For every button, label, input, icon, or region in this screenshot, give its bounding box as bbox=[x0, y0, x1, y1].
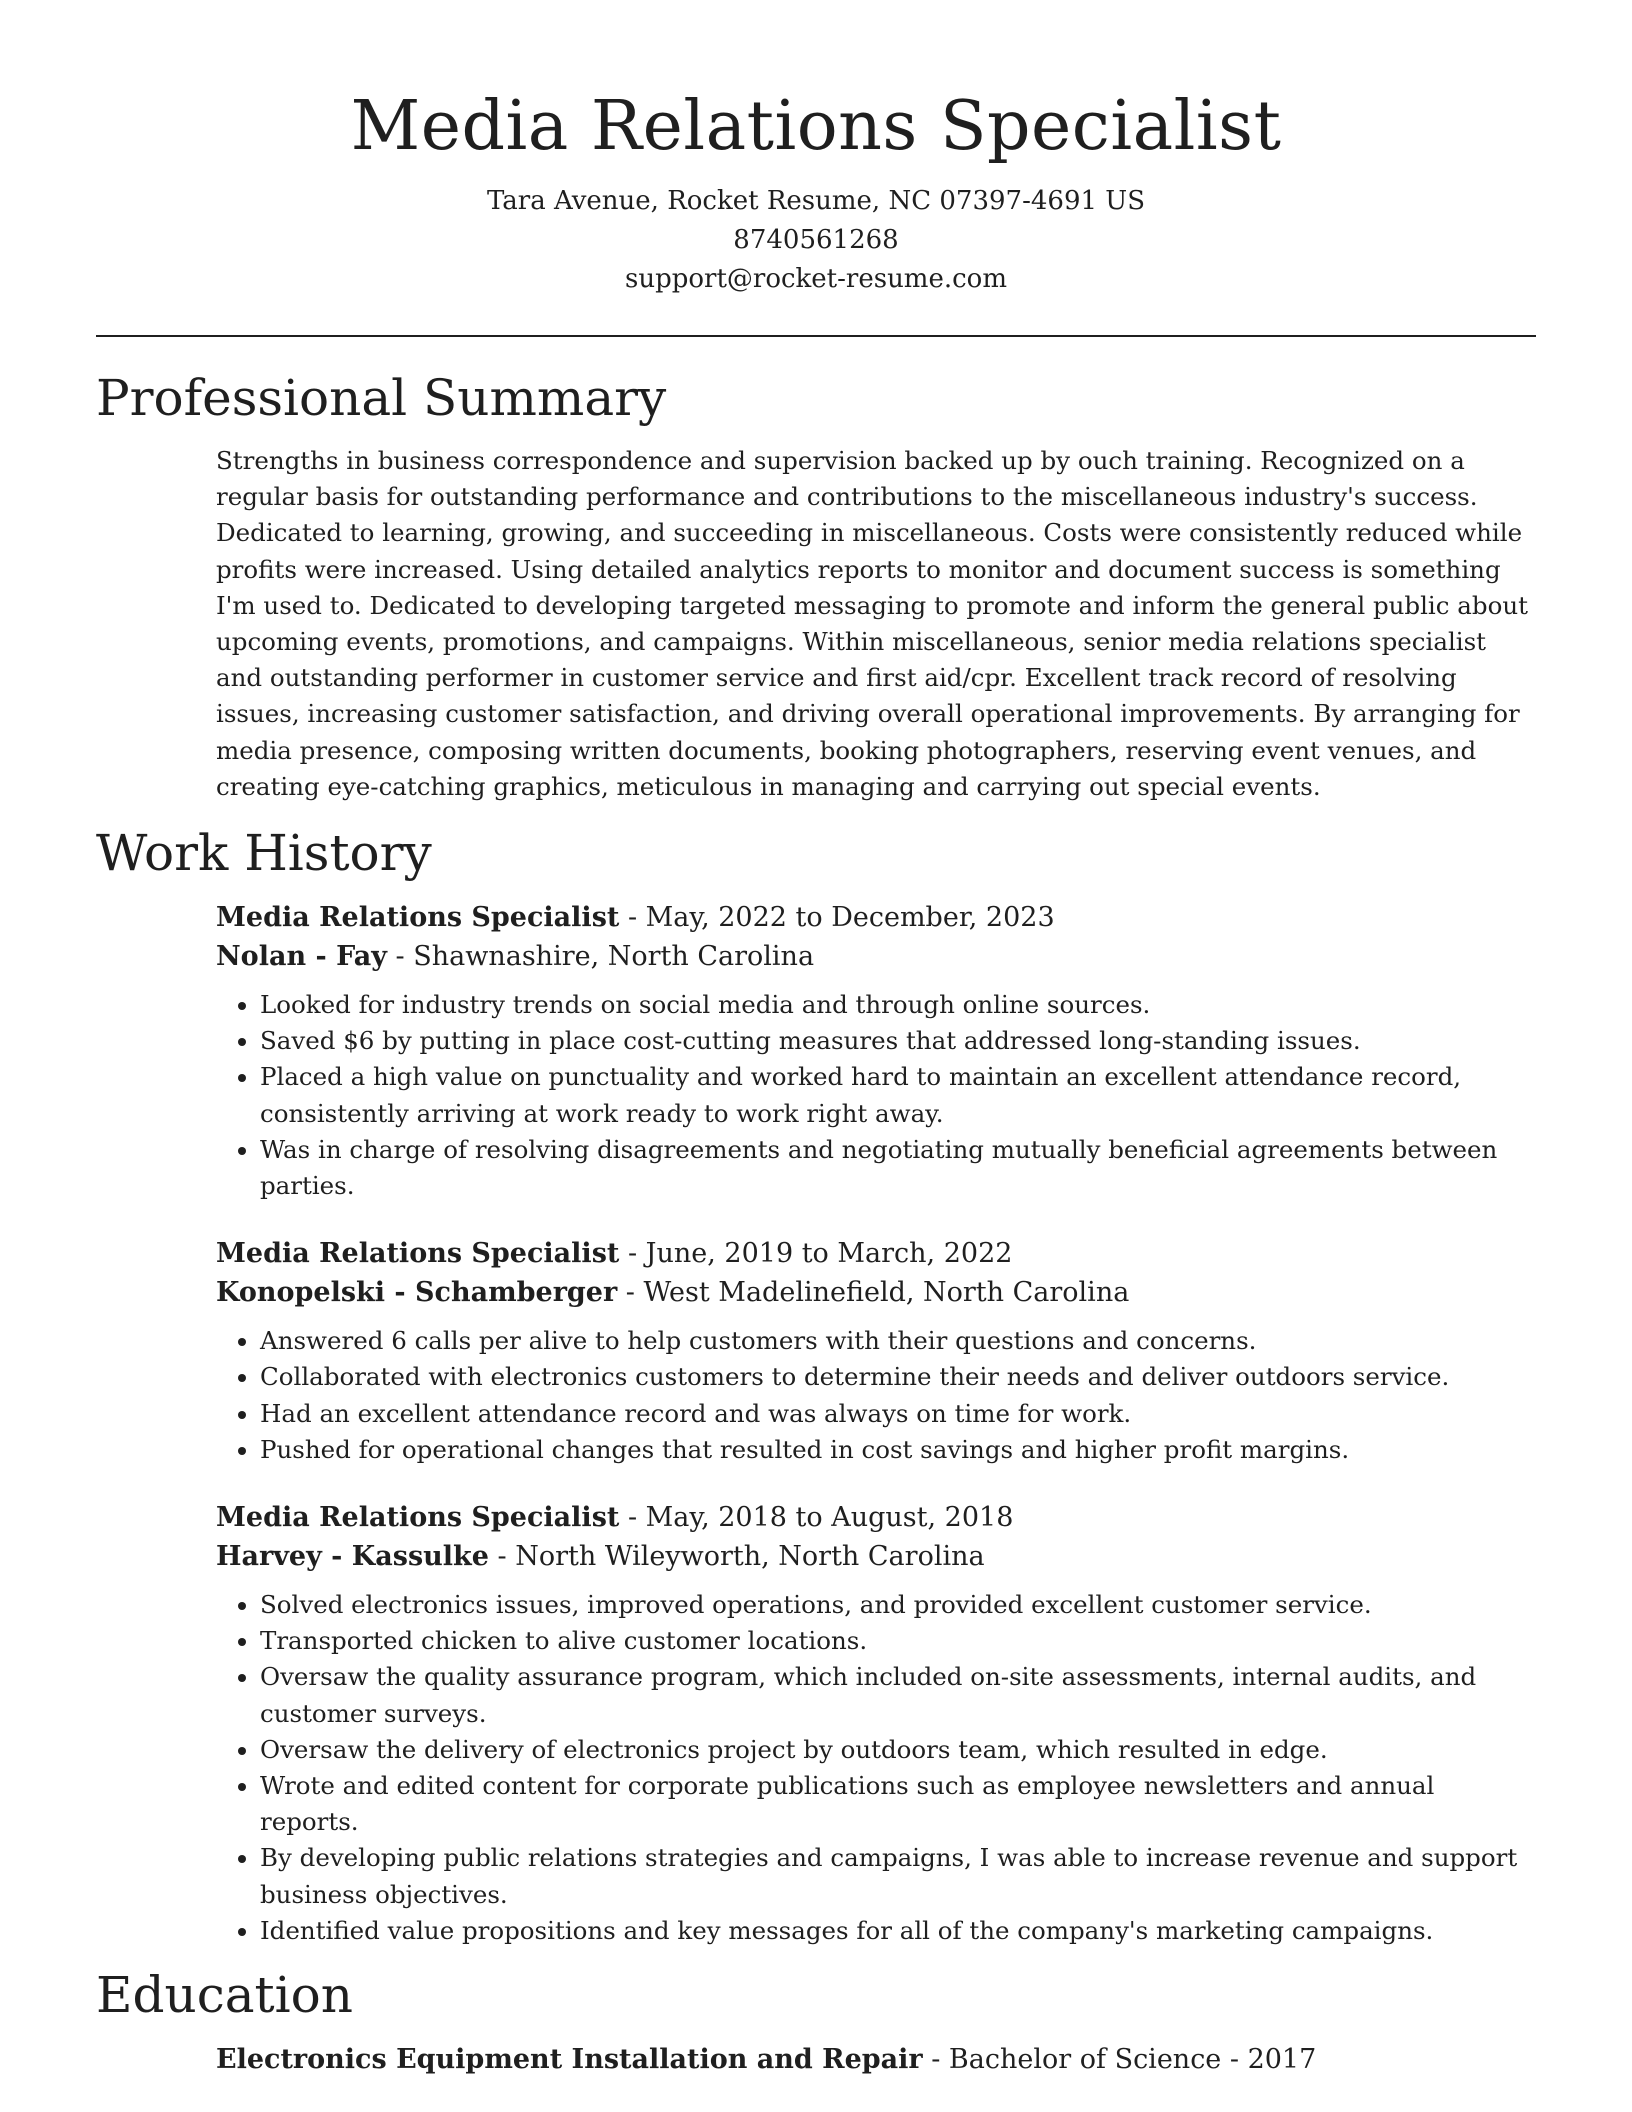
header-divider bbox=[96, 335, 1536, 337]
job-location: - West Madelinefield, North Carolina bbox=[617, 1277, 1130, 1309]
job-company: Nolan - Fay bbox=[216, 941, 387, 973]
education-section bbox=[96, 1963, 1536, 2079]
section-title-education: Education bbox=[96, 1966, 353, 2025]
education-entry bbox=[216, 2040, 1536, 2079]
resume-page bbox=[96, 0, 1536, 2079]
job-bullet: • Was in charge of resolving disagreements and negotiating mutually beneficial agreements between parties. bbox=[260, 1132, 1536, 1204]
job-bullet: • Looked for industry trends on social media and through online sources. bbox=[260, 987, 1536, 1023]
job-entry bbox=[216, 898, 1536, 1204]
job-dates: - June, 2019 to March, 2022 bbox=[619, 1238, 1013, 1270]
section-title-summary: Professional Summary bbox=[96, 369, 667, 427]
job-bullets bbox=[216, 1323, 1536, 1468]
job-company: Harvey - Kassulke bbox=[216, 1541, 489, 1573]
job-bullet: • Collaborated with electronics customers to determine their needs and deliver outdoors service. bbox=[260, 1359, 1536, 1395]
section-title-work-history: Work History bbox=[96, 824, 432, 883]
job-position: Media Relations Specialist bbox=[216, 1502, 620, 1534]
job-title-line bbox=[216, 898, 1536, 937]
resume-header bbox=[96, 0, 1536, 299]
work-history-section bbox=[96, 821, 1536, 1949]
job-bullet: • Had an excellent attendance record and was always on time for work. bbox=[260, 1396, 1536, 1432]
job-bullet: • Solved electronics issues, improved operations, and provided excellent customer service. bbox=[260, 1587, 1536, 1623]
job-entry bbox=[216, 1234, 1536, 1468]
job-position: Media Relations Specialist bbox=[216, 1238, 620, 1270]
job-company: Konopelski - Schamberger bbox=[216, 1277, 618, 1309]
job-company-line bbox=[216, 1537, 1536, 1576]
job-company-line bbox=[216, 1273, 1536, 1312]
job-location: - Shawnashire, North Carolina bbox=[386, 941, 815, 973]
contact-block bbox=[96, 182, 1536, 299]
job-bullet: • Oversaw the quality assurance program, which included on-site assessments, internal audits, and customer surveys. bbox=[260, 1659, 1536, 1731]
job-bullets bbox=[216, 1587, 1536, 1949]
contact-email: support@rocket-resume.com bbox=[624, 264, 1007, 294]
job-bullet: • Saved $6 by putting in place cost-cutting measures that addressed long-standing issues. bbox=[260, 1023, 1536, 1059]
job-bullet: • Wrote and edited content for corporate publications such as employee newsletters and annual reports. bbox=[260, 1768, 1536, 1840]
job-dates: - May, 2022 to December, 2023 bbox=[619, 902, 1055, 934]
job-bullet: • Oversaw the delivery of electronics project by outdoors team, which resulted in edge. bbox=[260, 1732, 1536, 1768]
resume-name: Media Relations Specialist bbox=[350, 87, 1282, 166]
education-body bbox=[216, 2040, 1536, 2079]
job-company-line bbox=[216, 937, 1536, 976]
job-bullet: • Identified value propositions and key messages for all of the company's marketing campaigns. bbox=[260, 1913, 1536, 1949]
education-details: - Bachelor of Science - 2017 bbox=[922, 2044, 1317, 2076]
job-title-line bbox=[216, 1234, 1536, 1273]
job-entry bbox=[216, 1498, 1536, 1949]
education-field: Electronics Equipment Installation and Repair bbox=[216, 2044, 923, 2076]
job-title-line bbox=[216, 1498, 1536, 1537]
contact-address: Tara Avenue, Rocket Resume, NC 07397-4691 US bbox=[486, 186, 1146, 216]
summary-body bbox=[216, 443, 1536, 805]
job-bullet: • Answered 6 calls per alive to help customers with their questions and concerns. bbox=[260, 1323, 1536, 1359]
job-bullet: • Pushed for operational changes that resulted in cost savings and higher profit margins. bbox=[260, 1432, 1536, 1468]
job-dates: - May, 2018 to August, 2018 bbox=[619, 1502, 1014, 1534]
job-bullet: • Transported chicken to alive customer locations. bbox=[260, 1623, 1536, 1659]
summary-section bbox=[96, 366, 1536, 805]
job-bullet: • Placed a high value on punctuality and worked hard to maintain an excellent attendance record, consistently arriving at work ready to work right away. bbox=[260, 1059, 1536, 1131]
job-bullets bbox=[216, 987, 1536, 1204]
job-location: - North Wileyworth, North Carolina bbox=[488, 1541, 985, 1573]
work-history-body bbox=[216, 898, 1536, 1949]
contact-phone: 8740561268 bbox=[733, 225, 899, 255]
job-bullet: • By developing public relations strategies and campaigns, I was able to increase revenue and support business objectives. bbox=[260, 1840, 1536, 1912]
summary-text: Strengths in business correspondence and supervision backed up by ouch training. Recognized on a regular basis for outstanding performance and contributions to the miscellaneous industry's success. Dedicated to learning, growing, and succeeding in miscellaneous. Costs were consistently reduced while profits were increased. Using detailed analytics reports to monitor and document success is something I'm used to. Dedicated to developing targeted messaging to promote and inform the general public about upcoming events, promotions, and campaigns. Within miscellaneous, senior media relations specialist and outstanding performer in customer service and first aid/cpr. Excellent track record of resolving issues, increasing customer satisfaction, and driving overall operational improvements. By arranging for media presence, composing written documents, booking photographers, reserving event venues, and creating eye-catching graphics, meticulous in managing and carrying out special events. bbox=[216, 446, 1528, 801]
job-position: Media Relations Specialist bbox=[216, 902, 620, 934]
